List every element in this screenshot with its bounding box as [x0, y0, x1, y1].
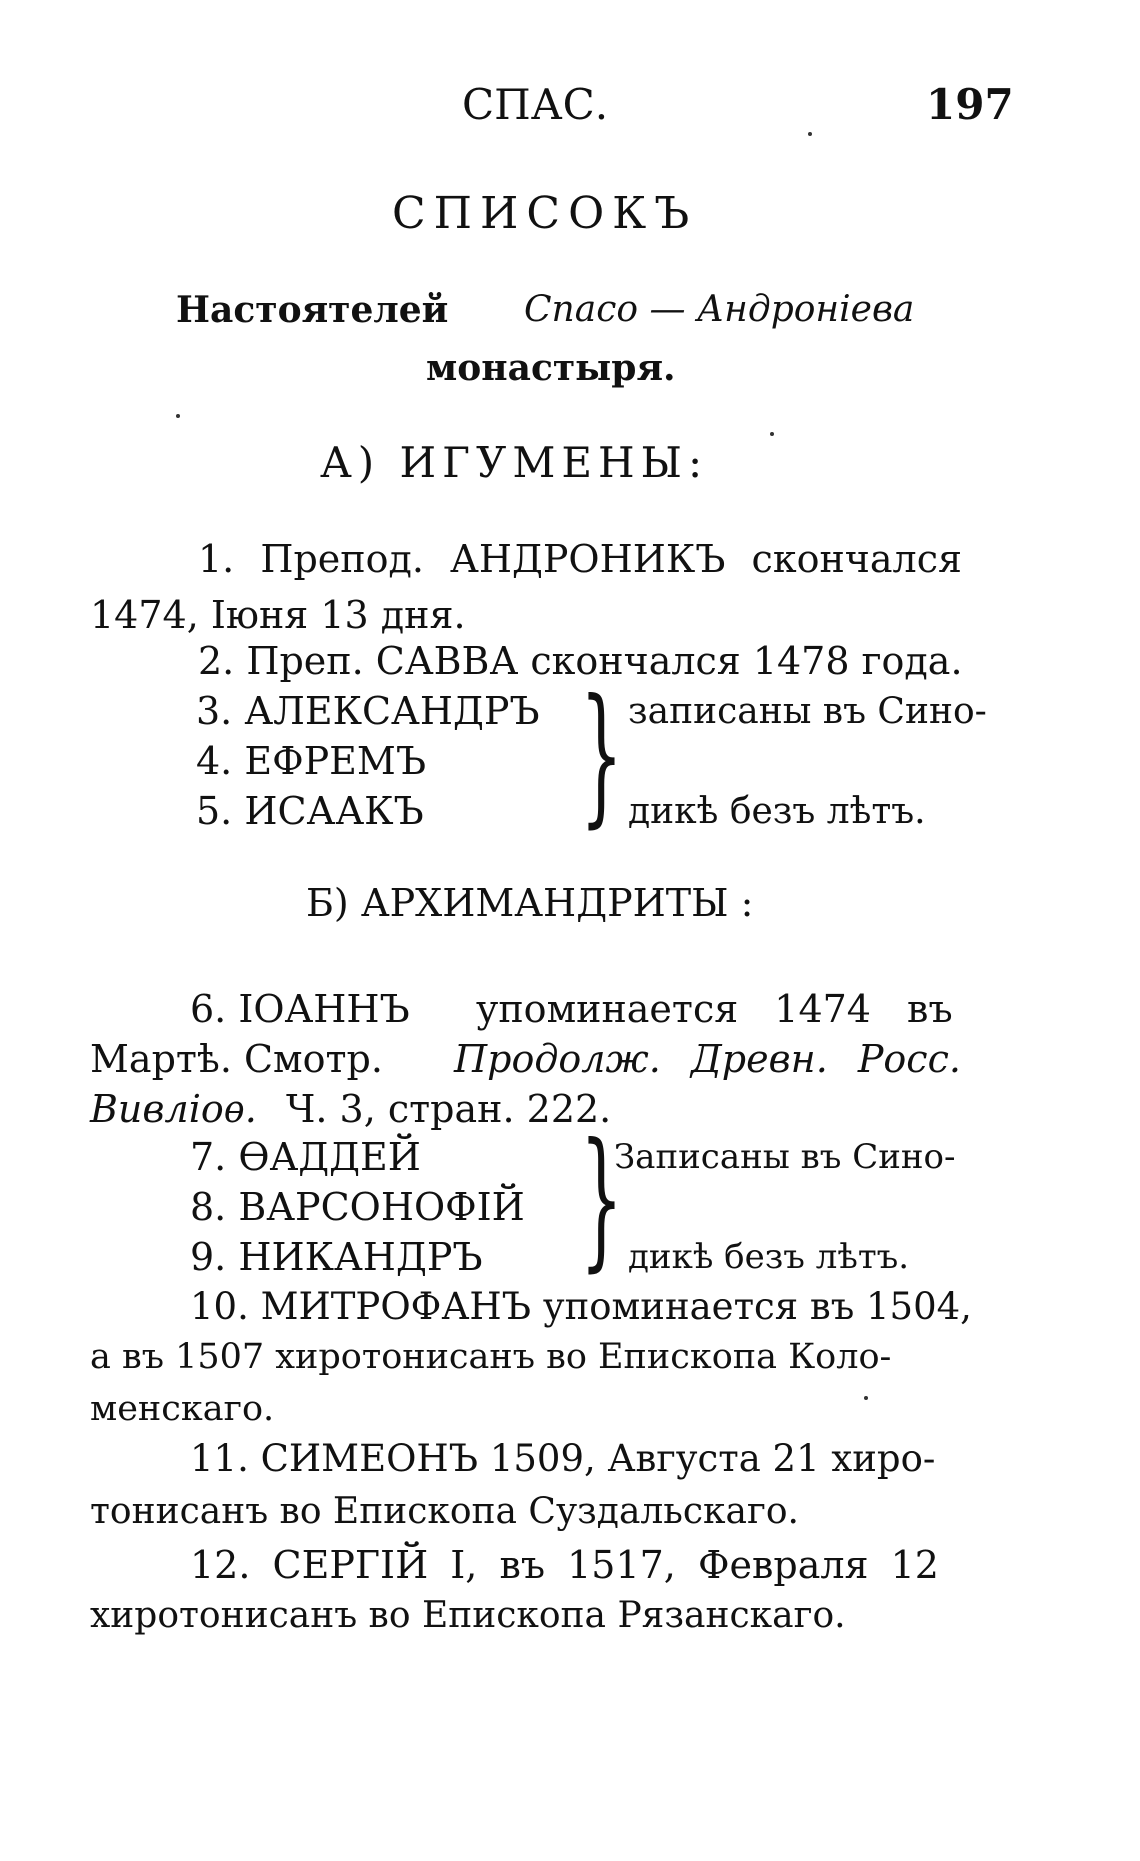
- entry-12-line2: хиротонисанъ во Епископа Рязанскаго.: [90, 1595, 846, 1636]
- brace-b-note-1: Записаны въ Сино-: [614, 1137, 956, 1177]
- entry-6-line2-a: Мартѣ. Смотр.: [90, 1037, 383, 1081]
- entry-10-line2: а въ 1507 хиротонисанъ во Епископа Коло-: [90, 1337, 892, 1377]
- entry-11-line2: тонисанъ во Епископа Суздальскаго.: [90, 1491, 799, 1532]
- print-speck: [176, 414, 180, 418]
- entry-2: 2. Преп. САВВА скончался 1478 года.: [198, 639, 963, 683]
- entry-3: 3. АЛЕКСАНДРЪ: [196, 689, 540, 733]
- subtitle-line2: монастыря.: [426, 347, 676, 389]
- entry-6-line1-b: упоминается 1474 въ: [476, 987, 953, 1031]
- brace-a-note-2: дикѣ безъ лѣтъ.: [628, 791, 926, 832]
- print-speck: [808, 132, 812, 136]
- entry-6-line2-b: Продолж. Древн. Росс.: [454, 1037, 961, 1081]
- brace-a-note-1: записаны въ Сино-: [628, 691, 987, 732]
- list-title: СПИСОКЪ: [392, 188, 698, 239]
- print-speck: [864, 1396, 868, 1400]
- entry-6-line3-b: Ч. 3, стран. 222.: [286, 1087, 612, 1131]
- brace-b: }: [580, 1112, 623, 1286]
- page-number: 197: [926, 80, 1014, 129]
- entry-11-line1: 11. СИМЕОНЪ 1509, Августа 21 хиро-: [190, 1437, 936, 1480]
- entry-9: 9. НИКАНДРЪ: [190, 1235, 483, 1279]
- section-a-heading: А) ИГУМЕНЫ:: [320, 438, 709, 487]
- entry-4: 4. ЕФРЕМЪ: [196, 739, 427, 783]
- entry-10-line1: 10. МИТРОФАНЪ упоминается въ 1504,: [190, 1285, 972, 1328]
- entry-8: 8. ВАРСОНОФІЙ: [190, 1185, 525, 1229]
- brace-b-note-2: дикѣ безъ лѣтъ.: [628, 1237, 910, 1277]
- entry-7: 7. ѲАДДЕЙ: [190, 1135, 421, 1179]
- entry-6-line1-a: 6. ІОАННЪ: [190, 987, 410, 1031]
- brace-a: }: [580, 668, 623, 842]
- section-b-heading: Б) АРХИМАНДРИТЫ :: [306, 881, 754, 925]
- entry-1-line2: 1474, Іюня 13 дня.: [90, 593, 466, 637]
- entry-12-line1: 12. СЕРГІЙ I, въ 1517, Февраля 12: [190, 1543, 939, 1587]
- subtitle-line1-a: Настоятелей: [176, 289, 449, 331]
- print-speck: [770, 432, 774, 436]
- entry-1-line1: 1. Препод. АНДРОНИКЪ скончался: [198, 537, 962, 581]
- subtitle-line1-b: Спасо — Андроніева: [524, 289, 915, 330]
- running-title: СПАС.: [462, 80, 609, 129]
- entry-5: 5. ИСААКЪ: [196, 789, 424, 833]
- entry-10-line3: менскаго.: [90, 1389, 275, 1429]
- entry-6-line3-a: Вивліоѳ.: [90, 1087, 257, 1131]
